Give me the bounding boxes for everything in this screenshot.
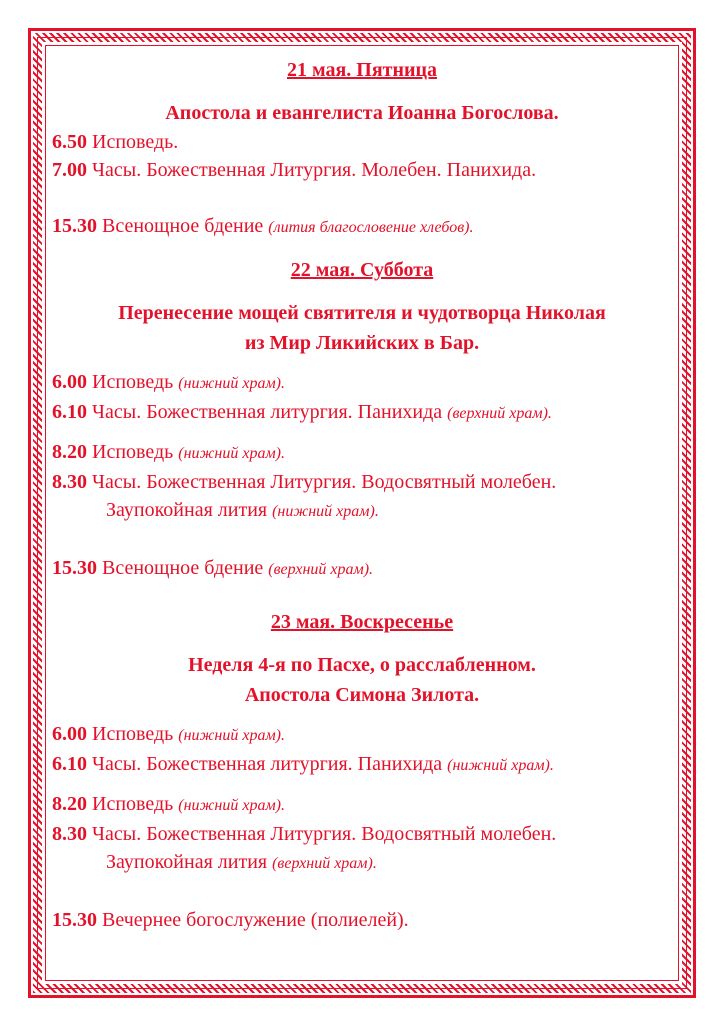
schedule-item — [52, 128, 682, 156]
service-name: Исповедь. — [92, 131, 179, 153]
service-time: 6.10 — [52, 401, 87, 423]
service-time: 15.30 — [52, 909, 97, 931]
service-name: Часы. Божественная литургия. Панихида — [92, 401, 443, 423]
service-note: (нижний храм). — [178, 727, 285, 744]
feast-title: Апостола Симона Зилота. — [244, 684, 480, 706]
service-name: Всенощное бдение — [102, 557, 264, 579]
service-note: (нижний храм). — [447, 757, 554, 774]
service-note: (верхний храм). — [268, 561, 374, 578]
service-time: 7.00 — [52, 159, 87, 181]
service-note: (нижний храм). — [272, 503, 379, 520]
service-note: (верхний храм). — [272, 855, 377, 872]
service-time: 6.00 — [52, 723, 87, 745]
service-name: Часы. Божественная литургия. Панихида — [92, 753, 443, 775]
service-name: Часы. Божественная Литургия. Молебен. Панихида. — [92, 159, 537, 181]
day-date: 21 мая. Пятница — [286, 59, 438, 81]
feast-title: Неделя 4-я по Пасхе, о расслабленном. — [188, 654, 536, 676]
feast-title: из Мир Ликийских в Бар. — [244, 332, 480, 354]
service-name: Исповедь — [92, 793, 174, 815]
service-name: Вечернее богослужение (полиелей). — [102, 909, 409, 931]
service-time: 8.20 — [52, 793, 87, 815]
service-note: (нижний храм). — [178, 797, 285, 814]
service-name: Исповедь — [92, 723, 174, 745]
service-name: Часы. Божественная Литургия. Водосвятный молебен. — [92, 823, 557, 845]
service-time: 15.30 — [52, 557, 97, 579]
schedule — [52, 52, 682, 934]
service-name: Исповедь — [92, 441, 174, 463]
schedule-item — [52, 820, 682, 848]
schedule-item — [52, 906, 682, 934]
service-note: (нижний храм). — [178, 375, 285, 392]
day-section — [52, 52, 682, 242]
schedule-item — [52, 212, 682, 242]
service-name: Всенощное бдение — [102, 215, 264, 237]
service-time: 6.10 — [52, 753, 87, 775]
day-section — [52, 604, 682, 934]
schedule-item — [52, 156, 682, 184]
schedule-item — [52, 750, 682, 780]
day-date: 22 мая. Суббота — [290, 259, 434, 281]
schedule-item — [52, 790, 682, 820]
feast-title: Перенесение мощей святителя и чудотворца Николая — [118, 302, 606, 324]
schedule-item — [52, 398, 682, 428]
service-time: 8.20 — [52, 441, 87, 463]
service-time: 15.30 — [52, 215, 97, 237]
schedule-item-continued — [52, 496, 682, 526]
service-name: Заупокойная лития — [106, 499, 268, 521]
service-name: Заупокойная лития — [106, 851, 268, 873]
schedule-item-continued — [52, 848, 682, 878]
feast-title: Апостола и евангелиста Иоанна Богослова. — [165, 102, 559, 124]
service-time: 8.30 — [52, 471, 87, 493]
schedule-item — [52, 368, 682, 398]
service-name: Часы. Божественная Литургия. Водосвятный молебен. — [92, 471, 557, 493]
schedule-item — [52, 720, 682, 750]
service-note: (лития благословение хлебов). — [268, 219, 474, 236]
day-section — [52, 252, 682, 584]
service-time: 6.50 — [52, 131, 87, 153]
schedule-item — [52, 554, 682, 584]
schedule-item — [52, 468, 682, 496]
service-note: (верхний храм). — [447, 405, 552, 422]
service-name: Исповедь — [92, 371, 174, 393]
service-note: (нижний храм). — [178, 445, 285, 462]
schedule-item — [52, 438, 682, 468]
service-time: 6.00 — [52, 371, 87, 393]
day-date: 23 мая. Воскресенье — [270, 611, 454, 633]
service-time: 8.30 — [52, 823, 87, 845]
